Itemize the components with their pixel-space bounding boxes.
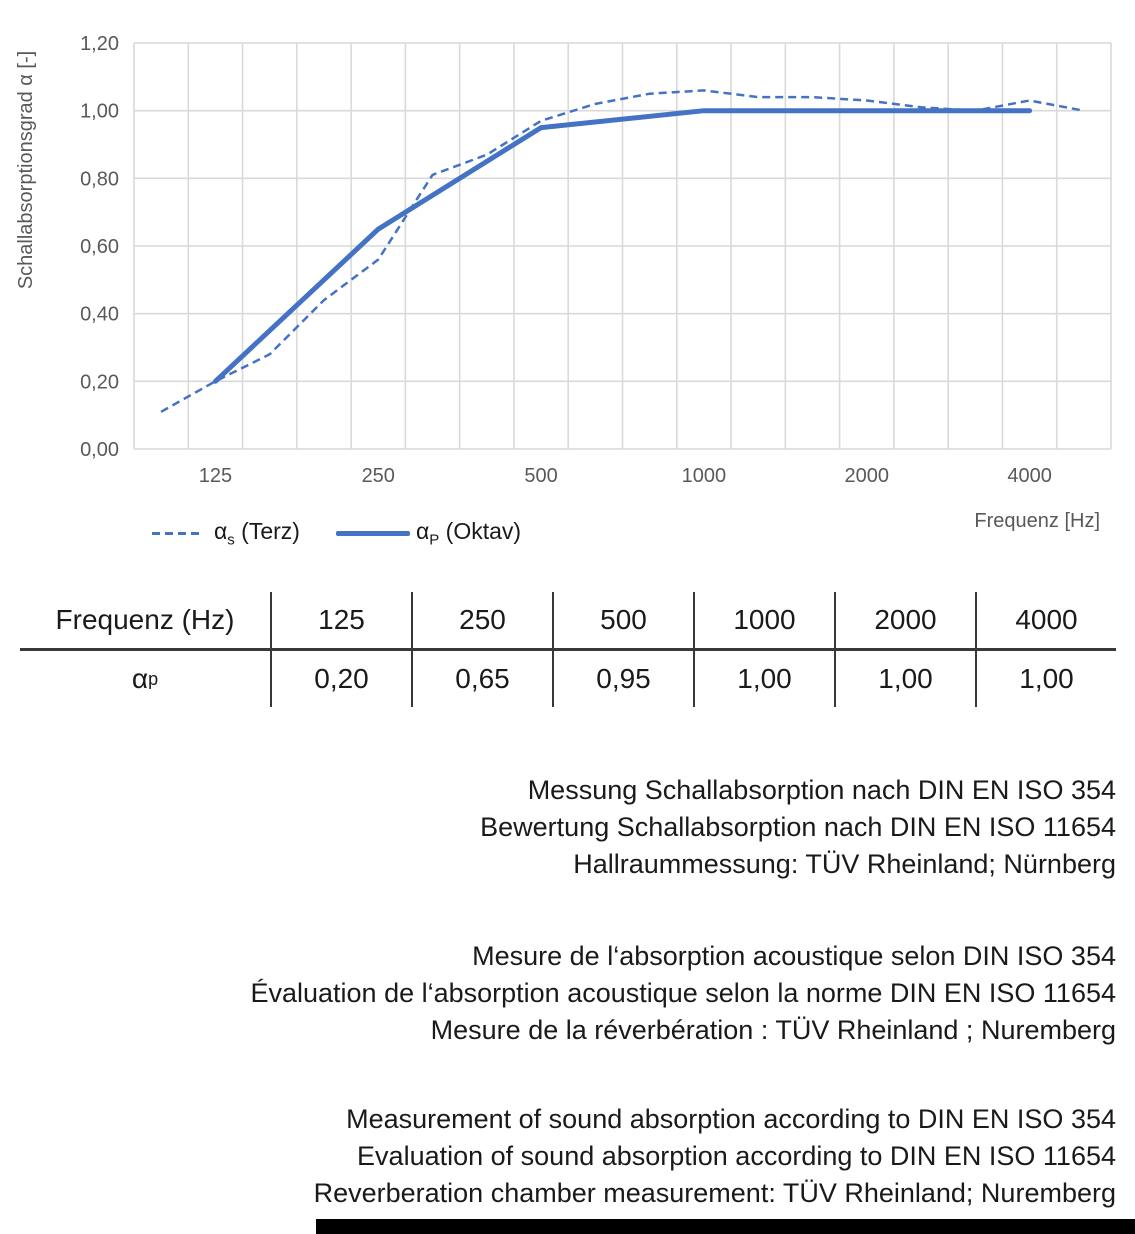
table-header-cell: 2000 (834, 592, 975, 648)
svg-text:500: 500 (524, 465, 558, 487)
chart-area (0, 0, 1135, 560)
legend-item-terz (152, 518, 300, 549)
table-value-cell: 0,65 (411, 651, 552, 707)
solid-line-swatch (336, 531, 410, 536)
note-line: Mesure de l‘absorption acoustique selon DIN ISO 354 (472, 941, 1116, 971)
table-value-cell: 0,95 (552, 651, 693, 707)
table-header-cell: 250 (411, 592, 552, 648)
dashed-line-swatch (152, 532, 204, 535)
svg-text:Frequenz [Hz]: Frequenz [Hz] (974, 510, 1100, 532)
svg-text:Schallabsorptionsgrad α [-]: Schallabsorptionsgrad α [-] (15, 50, 37, 290)
table-value-row (20, 651, 1116, 707)
svg-text:0,60: 0,60 (80, 236, 119, 258)
table-value-cell: 1,00 (975, 651, 1116, 707)
svg-text:0,40: 0,40 (80, 303, 119, 326)
note-line: Evaluation of sound absorption according to DIN EN ISO 11654 (357, 1141, 1116, 1171)
table-header-cell: 1000 (693, 592, 834, 648)
note-line: Hallraummessung: TÜV Rheinland; Nürnberg (573, 849, 1116, 879)
svg-text:1000: 1000 (681, 465, 727, 487)
legend-label-oktav: $\alpha_P$ (Oktav) (415, 518, 522, 549)
note-line: Messung Schallabsorption nach DIN EN ISO 354 (527, 775, 1116, 805)
notes-english (0, 1101, 1116, 1212)
footer-bar (316, 1219, 1135, 1234)
table-value-cell: 0,20 (270, 651, 411, 707)
svg-text:1,00: 1,00 (80, 100, 119, 123)
notes-french (0, 938, 1116, 1049)
svg-text:0,00: 0,00 (80, 439, 119, 461)
note-line: Bewertung Schallabsorption nach DIN EN ISO 11654 (480, 812, 1116, 842)
note-line: Évaluation de l‘absorption acoustique selon la norme DIN EN ISO 11654 (250, 978, 1116, 1008)
svg-text:0,20: 0,20 (80, 371, 119, 394)
svg-text:0,80: 0,80 (80, 168, 119, 191)
svg-text:125: 125 (198, 465, 233, 487)
absorption-table (20, 592, 1116, 707)
table-row-label: α p (131, 663, 159, 694)
table-header-cell: 125 (270, 592, 411, 648)
note-line: Reverberation chamber measurement: TÜV Rheinland; Nuremberg (313, 1178, 1116, 1208)
note-line: Mesure de la réverbération : TÜV Rheinland ; Nuremberg (430, 1015, 1116, 1045)
chart-legend (152, 518, 521, 549)
note-line: Measurement of sound absorption according to DIN EN ISO 354 (346, 1104, 1116, 1134)
table-value-cell: 1,00 (834, 651, 975, 707)
absorption-chart (0, 0, 1135, 560)
table-header-cell: 4000 (975, 592, 1116, 648)
svg-text:4000: 4000 (1007, 465, 1052, 487)
table-value-cell: 1,00 (693, 651, 834, 707)
table-header-label: Frequenz (Hz) (55, 604, 235, 635)
legend-item-oktav (336, 518, 521, 549)
legend-label-terz: $\alpha_s$ (Terz) (214, 518, 300, 549)
svg-text:1,20: 1,20 (80, 33, 119, 55)
table-header-cell: 500 (552, 592, 693, 648)
notes-german (0, 772, 1116, 883)
svg-text:250: 250 (361, 465, 395, 487)
svg-text:2000: 2000 (844, 465, 889, 487)
table-header-row (20, 592, 1116, 651)
